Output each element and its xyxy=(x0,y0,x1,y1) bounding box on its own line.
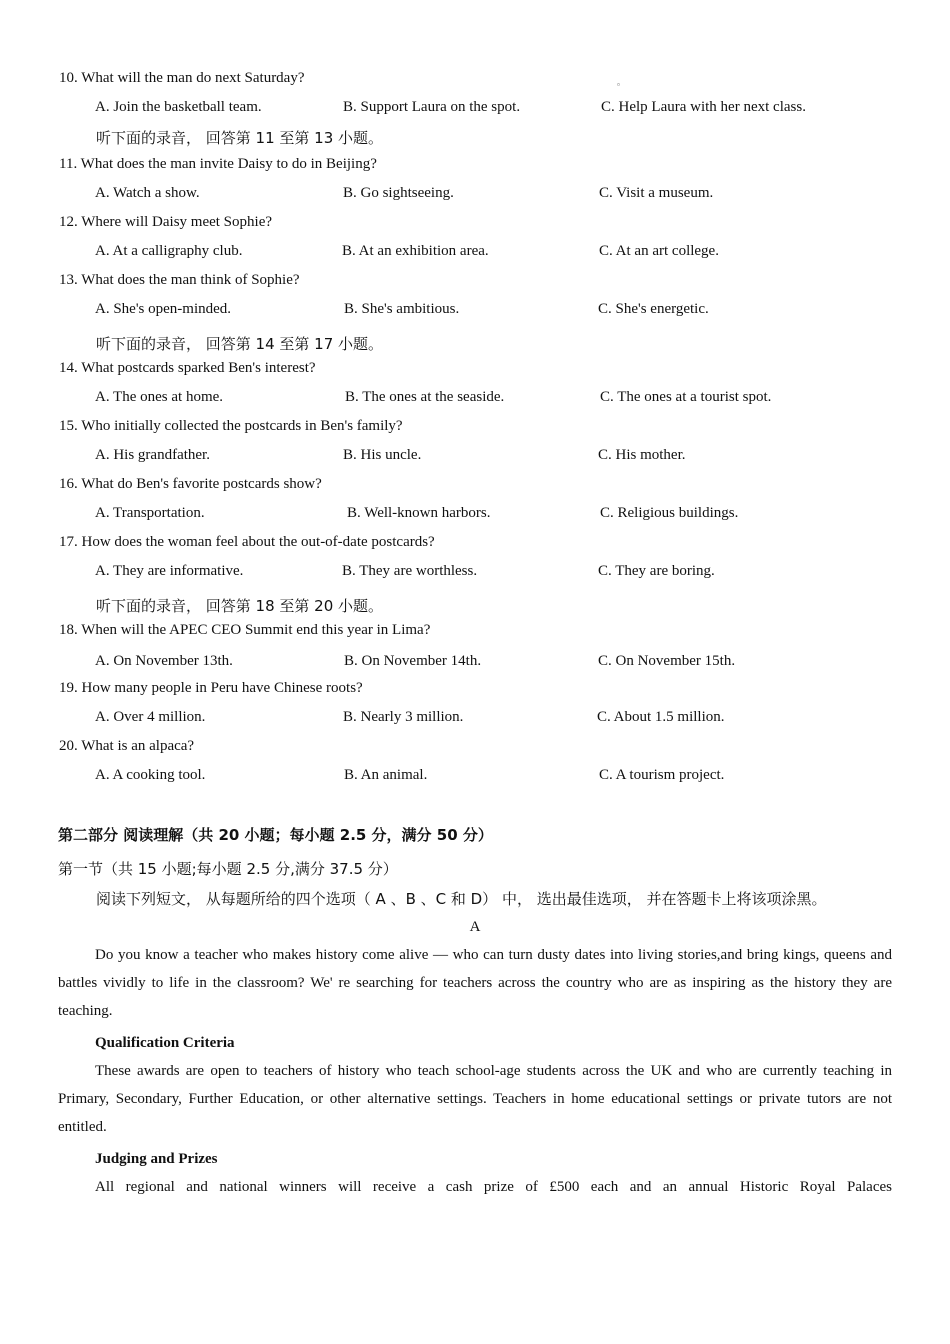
q12-option-b: B. At an exhibition area. xyxy=(342,243,489,259)
instruction-14-17: 听下面的录音， 回答第 14 至第 17 小题。 xyxy=(96,335,384,353)
q18-option-a: A. On November 13th. xyxy=(95,653,233,669)
heading-qualification: Qualification Criteria xyxy=(95,1035,235,1051)
q14-option-b: B. The ones at the seaside. xyxy=(345,389,505,405)
q20-option-c: C. A tourism project. xyxy=(599,767,725,783)
paragraph-judging: All regional and national winners will receive a cash prize of £500 each and an annual Historic Royal Palaces xyxy=(95,1179,892,1195)
q11-option-c: C. Visit a museum. xyxy=(599,185,714,201)
q11-option-a: A. Watch a show. xyxy=(95,185,200,201)
q19-option-a: A. Over 4 million. xyxy=(95,709,206,725)
q12-option-c: C. At an art college. xyxy=(599,243,719,259)
q14-option-a: A. The ones at home. xyxy=(95,389,224,405)
q16-option-a: A. Transportation. xyxy=(95,505,205,521)
q19-option-c: C. About 1.5 million. xyxy=(597,709,725,725)
q10-option-c: C. Help Laura with her next class. xyxy=(601,99,806,115)
q11-option-b: B. Go sightseeing. xyxy=(343,185,454,201)
question-18: 18. When will the APEC CEO Summit end this year in Lima? xyxy=(59,622,431,638)
q15-option-b: B. His uncle. xyxy=(343,447,422,463)
q16-option-c: C. Religious buildings. xyxy=(600,505,739,521)
q12-option-a: A. At a calligraphy club. xyxy=(95,243,243,259)
instruction-18-20: 听下面的录音， 回答第 18 至第 20 小题。 xyxy=(96,597,384,615)
q17-option-a: A. They are informative. xyxy=(95,563,244,579)
paragraph-qualification: These awards are open to teachers of history who teach school-age students across the UK and who are currently teaching in Primary, Secondary, Further Education, or other alternative settings. Teachers in home educational settings or private tutors are not entitled. xyxy=(58,1063,892,1135)
question-17: 17. How does the woman feel about the out-of-date postcards? xyxy=(59,534,435,550)
q13-option-a: A. She's open-minded. xyxy=(95,301,232,317)
question-12: 12. Where will Daisy meet Sophie? xyxy=(59,214,273,230)
section-one-title: 第一节（共 15 小题;每小题 2.5 分,满分 37.5 分） xyxy=(58,860,398,878)
reading-instruction: 阅读下列短文， 从每题所给的四个选项（ A 、B 、C 和 D） 中， 选出最佳选项， 并在答题卡上将该项涂黑。 xyxy=(96,890,827,908)
q17-option-b: B. They are worthless. xyxy=(342,563,478,579)
part-two-title: 第二部分 阅读理解（共 20 小题；每小题 2.5 分，满分 50 分） xyxy=(58,826,493,844)
q17-option-c: C. They are boring. xyxy=(598,563,715,579)
q13-option-b: B. She's ambitious. xyxy=(344,301,460,317)
q18-option-c: C. On November 15th. xyxy=(598,653,736,669)
passage-intro: Do you know a teacher who makes history come alive — who can turn dusty dates into living stories,and bring kings, queens and battles vividly to life in the classroom? We' re searching for teachers across the country who are as inspiring as the history they are teaching. xyxy=(58,947,892,1019)
question-19: 19. How many people in Peru have Chinese roots? xyxy=(59,680,363,696)
question-11: 11. What does the man invite Daisy to do in Beijing? xyxy=(59,156,377,172)
passage-letter: A xyxy=(469,919,481,935)
question-16: 16. What do Ben's favorite postcards show? xyxy=(59,476,322,492)
question-14: 14. What postcards sparked Ben's interest? xyxy=(59,360,316,376)
q10-option-a: A. Join the basketball team. xyxy=(95,99,262,115)
question-15: 15. Who initially collected the postcards in Ben's family? xyxy=(59,418,403,434)
question-13: 13. What does the man think of Sophie? xyxy=(59,272,300,288)
heading-judging: Judging and Prizes xyxy=(95,1151,218,1167)
stray-mark: ▫ xyxy=(617,80,620,89)
question-10: 10. What will the man do next Saturday? xyxy=(59,70,305,86)
q10-option-b: B. Support Laura on the spot. xyxy=(343,99,521,115)
q19-option-b: B. Nearly 3 million. xyxy=(343,709,464,725)
q18-option-b: B. On November 14th. xyxy=(344,653,482,669)
q16-option-b: B. Well-known harbors. xyxy=(347,505,491,521)
question-20: 20. What is an alpaca? xyxy=(59,738,195,754)
q13-option-c: C. She's energetic. xyxy=(598,301,709,317)
q15-option-c: C. His mother. xyxy=(598,447,686,463)
q14-option-c: C. The ones at a tourist spot. xyxy=(600,389,772,405)
instruction-11-13: 听下面的录音， 回答第 11 至第 13 小题。 xyxy=(96,129,384,147)
q20-option-a: A. A cooking tool. xyxy=(95,767,206,783)
q20-option-b: B. An animal. xyxy=(344,767,428,783)
q15-option-a: A. His grandfather. xyxy=(95,447,210,463)
